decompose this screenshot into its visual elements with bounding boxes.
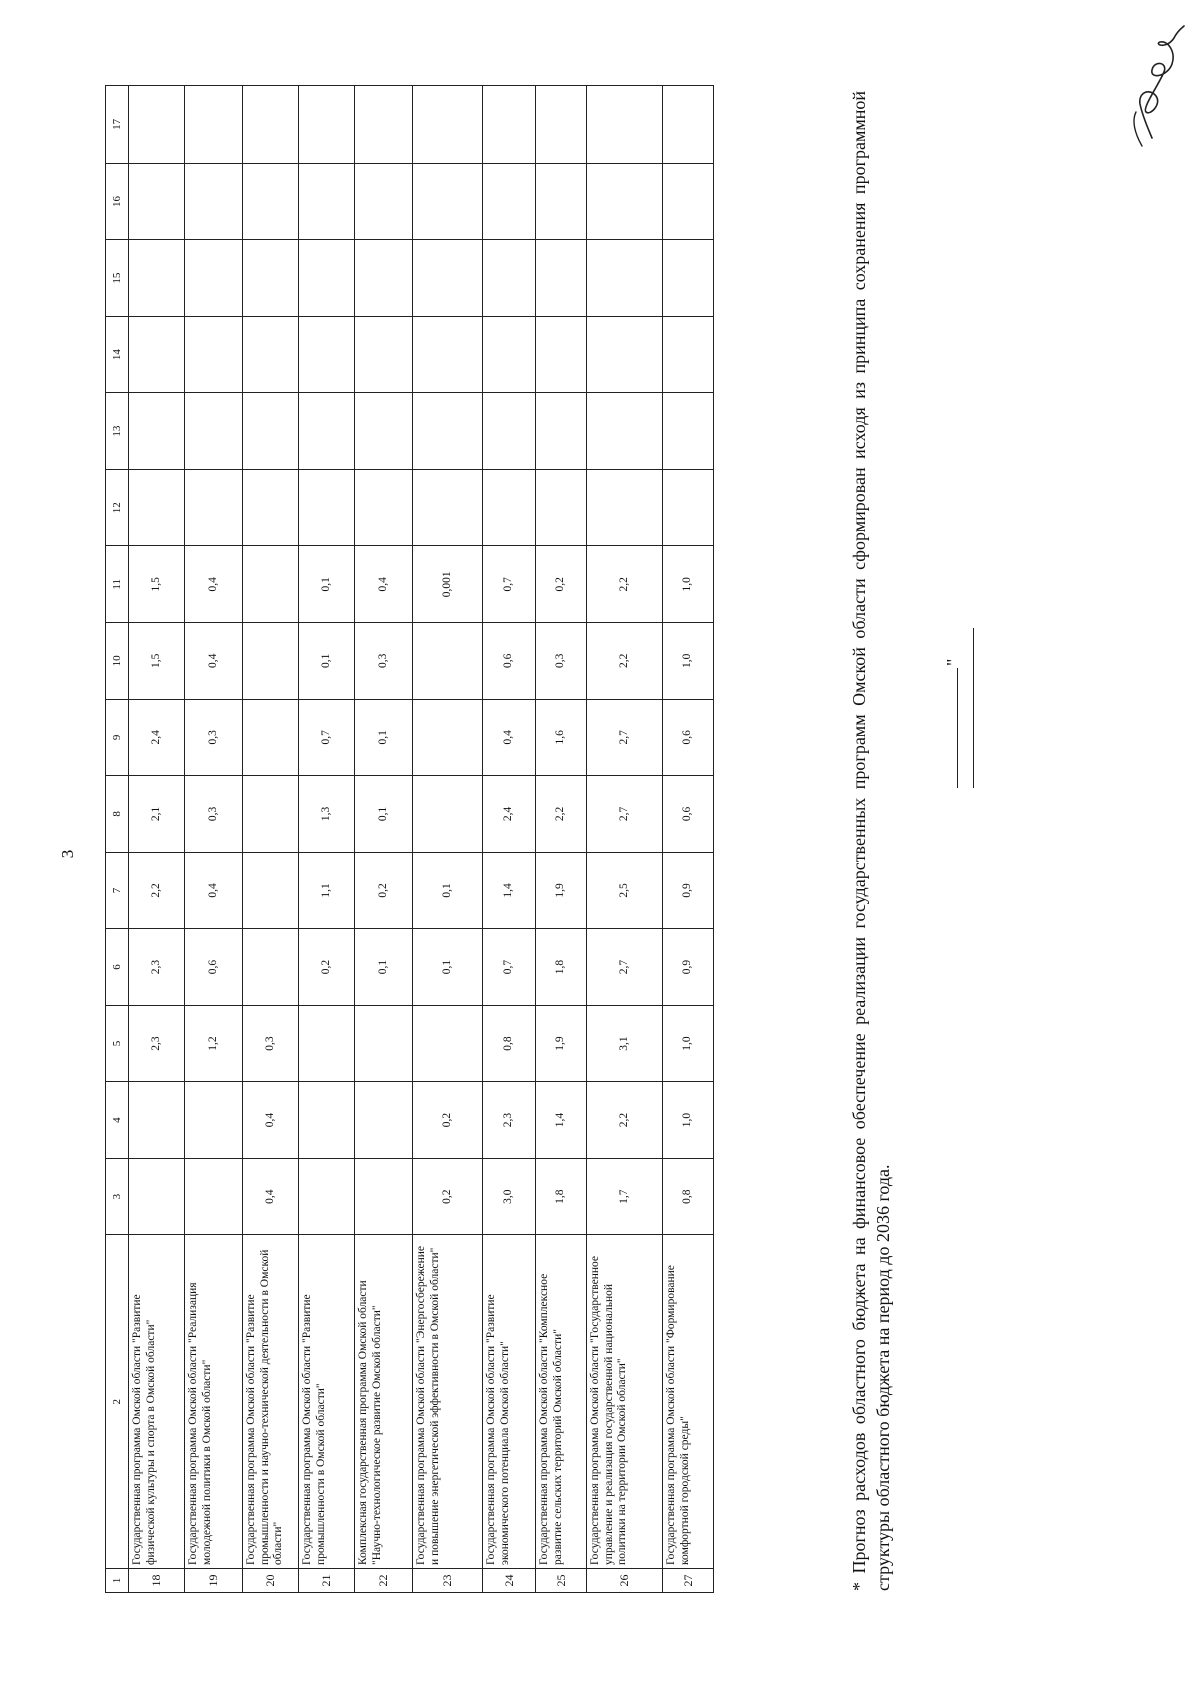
program-name: Государственная программа Омской области "Энергосбережение и повышение энергетической эффективности в Омской области" — [413, 1235, 483, 1569]
table-row — [663, 86, 714, 1593]
value-cell: 0,4 — [483, 699, 536, 776]
value-cell — [355, 86, 413, 164]
program-name: Государственная программа Омской области "Развитие физической культуры и спорта в Омской области" — [129, 1235, 185, 1569]
table-row — [587, 86, 663, 1593]
value-cell: 0,1 — [299, 546, 355, 623]
program-name: Государственная программа Омской области "Развитие промышленности в Омской области" — [299, 1235, 355, 1569]
value-cell — [536, 86, 587, 164]
value-cell — [243, 852, 299, 929]
value-cell: 0,3 — [185, 699, 243, 776]
value-cell — [243, 929, 299, 1006]
value-cell — [299, 316, 355, 393]
value-cell: 2,3 — [129, 1005, 185, 1082]
closing-line-long — [973, 628, 974, 788]
value-cell — [483, 469, 536, 546]
column-number-header: 14 — [106, 316, 129, 393]
page-number: 3 — [58, 849, 77, 859]
value-cell: 0,7 — [483, 546, 536, 623]
value-cell: 0,3 — [185, 776, 243, 853]
value-cell — [663, 240, 714, 317]
value-cell — [483, 240, 536, 317]
value-cell: 0,7 — [483, 929, 536, 1006]
value-cell — [587, 469, 663, 546]
value-cell: 1,8 — [536, 1158, 587, 1235]
row-number: 23 — [413, 1568, 483, 1592]
program-name: Государственная программа Омской области "Формирование комфортной городской среды" — [663, 1235, 714, 1569]
value-cell — [185, 1082, 243, 1159]
program-name: Государственная программа Омской области "Развитие экономического потенциала Омской области" — [483, 1235, 536, 1569]
value-cell — [413, 699, 483, 776]
value-cell: 0,2 — [413, 1082, 483, 1159]
value-cell: 2,2 — [587, 1082, 663, 1159]
table-row — [536, 86, 587, 1593]
value-cell — [587, 86, 663, 164]
value-cell: 1,2 — [185, 1005, 243, 1082]
column-number-header: 13 — [106, 393, 129, 470]
value-cell — [355, 1082, 413, 1159]
value-cell — [355, 393, 413, 470]
column-number-header: 17 — [106, 86, 129, 164]
value-cell — [663, 163, 714, 240]
value-cell: 2,7 — [587, 699, 663, 776]
value-cell — [355, 1158, 413, 1235]
column-number-header: 2 — [106, 1235, 129, 1569]
value-cell: 2,2 — [129, 852, 185, 929]
value-cell — [587, 240, 663, 317]
value-cell: 1,4 — [536, 1082, 587, 1159]
value-cell: 0,4 — [243, 1158, 299, 1235]
value-cell: 1,9 — [536, 852, 587, 929]
value-cell — [299, 163, 355, 240]
value-cell: 1,0 — [663, 1005, 714, 1082]
value-cell: 0,9 — [663, 929, 714, 1006]
value-cell: 0,1 — [355, 699, 413, 776]
value-cell: 0,3 — [355, 623, 413, 700]
value-cell — [587, 163, 663, 240]
value-cell — [243, 163, 299, 240]
column-number-header: 15 — [106, 240, 129, 317]
table-row — [355, 86, 413, 1593]
value-cell: 0,4 — [243, 1082, 299, 1159]
table-row — [413, 86, 483, 1593]
value-cell — [355, 163, 413, 240]
column-number-header: 4 — [106, 1082, 129, 1159]
value-cell: 1,9 — [536, 1005, 587, 1082]
value-cell — [185, 240, 243, 317]
value-cell — [413, 240, 483, 317]
value-cell: 1,4 — [483, 852, 536, 929]
value-cell: 1,8 — [536, 929, 587, 1006]
value-cell: 2,7 — [587, 776, 663, 853]
value-cell — [185, 316, 243, 393]
row-number: 26 — [587, 1568, 663, 1592]
value-cell: 2,2 — [587, 546, 663, 623]
value-cell — [299, 1005, 355, 1082]
value-cell — [413, 623, 483, 700]
row-number: 25 — [536, 1568, 587, 1592]
row-number: 18 — [129, 1568, 185, 1592]
value-cell: 1,0 — [663, 546, 714, 623]
value-cell: 1,0 — [663, 623, 714, 700]
value-cell: 2,1 — [129, 776, 185, 853]
value-cell — [413, 316, 483, 393]
value-cell — [413, 163, 483, 240]
value-cell — [185, 1158, 243, 1235]
value-cell — [355, 1005, 413, 1082]
program-name: Государственная программа Омской области "Комплексное развитие сельских территорий Омской области" — [536, 1235, 587, 1569]
value-cell — [483, 86, 536, 164]
value-cell — [243, 623, 299, 700]
value-cell: 1,5 — [129, 546, 185, 623]
value-cell — [663, 316, 714, 393]
value-cell: 0,4 — [185, 623, 243, 700]
value-cell: 3,1 — [587, 1005, 663, 1082]
column-number-header: 3 — [106, 1158, 129, 1235]
value-cell: 0,6 — [663, 776, 714, 853]
value-cell — [299, 1082, 355, 1159]
value-cell: 0,6 — [483, 623, 536, 700]
value-cell: 2,3 — [129, 929, 185, 1006]
value-cell — [299, 1158, 355, 1235]
row-number: 21 — [299, 1568, 355, 1592]
table-header-row — [106, 86, 129, 1593]
value-cell — [413, 393, 483, 470]
value-cell — [243, 776, 299, 853]
value-cell — [185, 86, 243, 164]
value-cell — [129, 1082, 185, 1159]
value-cell: 0,1 — [413, 852, 483, 929]
column-number-header: 12 — [106, 469, 129, 546]
value-cell — [413, 469, 483, 546]
value-cell — [355, 316, 413, 393]
column-number-header: 6 — [106, 929, 129, 1006]
row-number: 20 — [243, 1568, 299, 1592]
value-cell — [243, 469, 299, 546]
value-cell: 2,5 — [587, 852, 663, 929]
value-cell — [185, 469, 243, 546]
value-cell: 3,0 — [483, 1158, 536, 1235]
value-cell — [129, 393, 185, 470]
value-cell: 1,1 — [299, 852, 355, 929]
table-row — [483, 86, 536, 1593]
value-cell: 0,2 — [413, 1158, 483, 1235]
value-cell — [129, 469, 185, 546]
value-cell — [243, 240, 299, 317]
column-number-header: 8 — [106, 776, 129, 853]
value-cell — [129, 316, 185, 393]
value-cell — [185, 393, 243, 470]
value-cell — [129, 1158, 185, 1235]
value-cell — [243, 86, 299, 164]
column-number-header: 10 — [106, 623, 129, 700]
value-cell: 0,4 — [355, 546, 413, 623]
value-cell: 0,1 — [355, 776, 413, 853]
closing-lines — [943, 628, 983, 788]
value-cell: 0,1 — [355, 929, 413, 1006]
value-cell: 0,2 — [536, 546, 587, 623]
column-number-header: 7 — [106, 852, 129, 929]
value-cell: 0,3 — [243, 1005, 299, 1082]
value-cell — [663, 393, 714, 470]
value-cell: 2,7 — [587, 929, 663, 1006]
value-cell — [243, 316, 299, 393]
value-cell — [129, 163, 185, 240]
value-cell — [243, 699, 299, 776]
value-cell — [483, 163, 536, 240]
value-cell: 2,4 — [129, 699, 185, 776]
value-cell — [483, 316, 536, 393]
value-cell — [663, 469, 714, 546]
value-cell: 2,2 — [536, 776, 587, 853]
table-row — [185, 86, 243, 1593]
row-number: 24 — [483, 1568, 536, 1592]
value-cell — [587, 393, 663, 470]
value-cell: 1,3 — [299, 776, 355, 853]
row-number: 27 — [663, 1568, 714, 1592]
value-cell: 0,8 — [663, 1158, 714, 1235]
value-cell: 0,3 — [536, 623, 587, 700]
value-cell: 0,4 — [185, 546, 243, 623]
program-name: Комплексная государственная программа Омской области "Научно-технологическое развитие Омской области" — [355, 1235, 413, 1569]
value-cell: 0,8 — [483, 1005, 536, 1082]
expenditure-table — [105, 85, 714, 1593]
value-cell: 0,2 — [299, 929, 355, 1006]
value-cell: 0,001 — [413, 546, 483, 623]
value-cell — [663, 86, 714, 164]
value-cell — [536, 163, 587, 240]
value-cell — [413, 776, 483, 853]
table-row — [243, 86, 299, 1593]
value-cell — [129, 240, 185, 317]
value-cell — [536, 469, 587, 546]
table-row — [299, 86, 355, 1593]
value-cell: 1,0 — [663, 1082, 714, 1159]
value-cell: 0,1 — [299, 623, 355, 700]
value-cell: 0,4 — [185, 852, 243, 929]
column-number-header: 5 — [106, 1005, 129, 1082]
column-number-header: 11 — [106, 546, 129, 623]
rotated-content — [105, 73, 1200, 1593]
value-cell — [299, 240, 355, 317]
value-cell: 2,2 — [587, 623, 663, 700]
value-cell — [587, 316, 663, 393]
column-number-header: 9 — [106, 699, 129, 776]
column-number-header: 16 — [106, 163, 129, 240]
value-cell — [536, 316, 587, 393]
row-number: 22 — [355, 1568, 413, 1592]
value-cell: 0,6 — [185, 929, 243, 1006]
value-cell: 0,7 — [299, 699, 355, 776]
value-cell — [243, 546, 299, 623]
value-cell — [185, 163, 243, 240]
value-cell — [129, 86, 185, 164]
value-cell — [299, 469, 355, 546]
program-name: Государственная программа Омской области "Реализация молодежной политики в Омской области" — [185, 1235, 243, 1569]
program-name: Государственная программа Омской области "Государственное управление и реализация государственной национальной политики на территории Омской области" — [587, 1235, 663, 1569]
value-cell — [299, 393, 355, 470]
value-cell: 1,6 — [536, 699, 587, 776]
value-cell — [299, 86, 355, 164]
value-cell: 0,6 — [663, 699, 714, 776]
row-number: 19 — [185, 1568, 243, 1592]
table-row — [129, 86, 185, 1593]
value-cell — [536, 393, 587, 470]
column-number-header: 1 — [106, 1568, 129, 1592]
value-cell: 2,4 — [483, 776, 536, 853]
value-cell: 2,3 — [483, 1082, 536, 1159]
value-cell — [243, 393, 299, 470]
value-cell: 1,7 — [587, 1158, 663, 1235]
value-cell — [536, 240, 587, 317]
closing-quote: " — [943, 658, 963, 666]
signature-icon — [1112, 20, 1190, 150]
footnote: * Прогноз расходов областного бюджета на финансовое обеспечение реализации государственных программ Омской области сформирован исходя из принципа сохранения программной структуры областного бюджета на период до 2036 года. — [849, 91, 893, 1591]
value-cell: 1,5 — [129, 623, 185, 700]
value-cell — [355, 469, 413, 546]
value-cell: 0,1 — [413, 929, 483, 1006]
value-cell: 0,2 — [355, 852, 413, 929]
value-cell: 0,9 — [663, 852, 714, 929]
value-cell — [413, 86, 483, 164]
value-cell — [355, 240, 413, 317]
program-name: Государственная программа Омской области "Развитие промышленности и научно-технической деятельности в Омской области" — [243, 1235, 299, 1569]
closing-line-short — [957, 668, 958, 788]
value-cell — [483, 393, 536, 470]
value-cell — [413, 1005, 483, 1082]
